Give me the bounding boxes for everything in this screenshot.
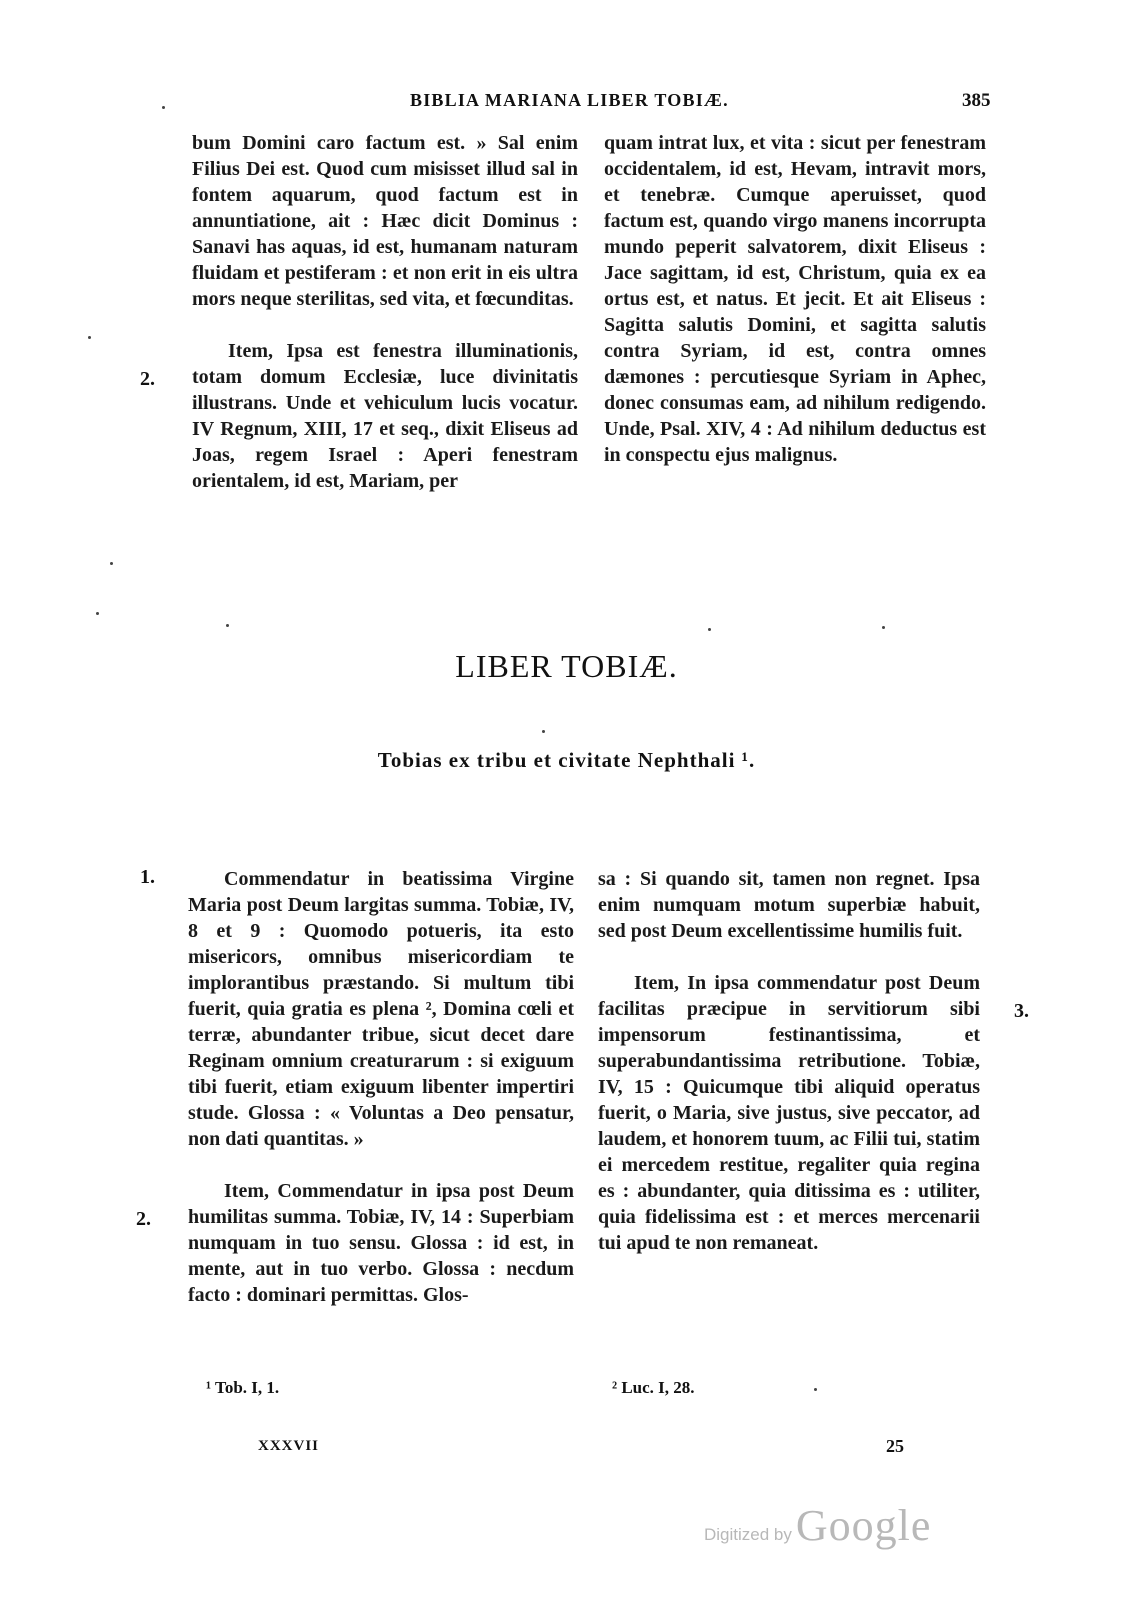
scan-speck	[162, 106, 165, 109]
running-title: BIBLIA MARIANA LIBER TOBIÆ.	[410, 90, 729, 110]
top-left-paragraph-2: Item, Ipsa est fenestra illuminationis, totam domum Ecclesiæ, luce divinitatis illustrans. Unde et vehiculum lucis vocatur. IV Regnum, XIII, 17 et seq., dixit Eliseus ad Joas, regem Israel : Aperi fenestram orientalem, id est, Mariam, per	[192, 340, 578, 492]
scan-speck	[88, 336, 91, 339]
scan-speck	[882, 626, 885, 629]
top-left-paragraph-1: bum Domini caro factum est. » Sal enim Filius Dei est. Quod cum misisset illud sal in fontem aquarum, quod factum est in annuntiatione, ait : Hæc dicit Dominus : Sanavi has aquas, id est, humanam naturam fluidam et pestiferam : et non erit in eis ultra mors neque sterilitas, sed vita, et fœcunditas.	[192, 132, 578, 310]
google-logo: Google	[795, 1501, 932, 1550]
top-left-column	[192, 130, 578, 494]
section-subtitle: Tobias ex tribu et civitate Nephthali ¹.	[377, 748, 756, 772]
page-number: 385	[962, 90, 991, 111]
scan-speck	[226, 624, 229, 627]
scan-speck	[708, 628, 711, 631]
footer-page-number: 25	[886, 1436, 904, 1456]
paragraph-number: 2.	[136, 1208, 151, 1230]
watermark-prefix: Digitized by	[704, 1525, 792, 1544]
bottom-left-paragraph-2: Item, Commendatur in ipsa post Deum humilitas summa. Tobiæ, IV, 14 : Superbiam numquam in tuo sensu. Glossa : id est, in mente, aut in tuo verbo. Glossa : necdum facto : dominari permittas. Glos-	[188, 1180, 574, 1306]
bottom-right-paragraph-1: sa : Si quando sit, tamen non regnet. Ipsa enim numquam motum superbiæ habuit, sed post Deum excellentissime humilis fuit.	[598, 868, 980, 942]
digitized-watermark	[704, 1500, 931, 1551]
paragraph-number: 3.	[1014, 1000, 1029, 1022]
top-right-paragraph-1: quam intrat lux, et vita : sicut per fenestram occidentalem, id est, Hevam, intravit mors, et tenebræ. Cumque aperuisset, quod factum est, quando virgo manens incorrupta mundo peperit salvatorem, dixit Eliseus : Jace sagittam, id est, Christum, quia ex ea ortus est, et natus. Et jecit. Et ait Eliseus : Sagitta salutis Domini, et sagitta salutis contra Syriam, id est, contra omnes dæmones : percutiesque Syriam in Aphec, donec consumas eam, ad nihilum redigendo. Unde, Psal. XIV, 4 : Ad nihilum deductus est in conspectu ejus malignus.	[604, 132, 986, 466]
scan-speck	[96, 612, 99, 615]
bottom-left-column	[188, 866, 574, 1308]
bottom-left-paragraph-1: Commendatur in beatissima Virgine Maria post Deum largitas summa. Tobiæ, IV, 8 et 9 : Quomodo potueris, ita esto misericors, omnibus misericordiam te implorantibus præstando. Si multum tibi fuerit, quia gratia es plena ², Domina cœli et terræ, abundanter tribue, sicut decet dare Reginam omnium creaturarum : si exiguum tibi fuerit, etiam exiguum libenter impertiri stude. Glossa : « Voluntas a Deo pensatur, non dati quantitas. »	[188, 868, 574, 1150]
footnote-left: ¹ Tob. I, 1.	[206, 1378, 280, 1397]
bottom-right-column	[598, 866, 980, 1256]
bottom-right-paragraph-2: Item, In ipsa commendatur post Deum facilitas præcipue in servitiorum sibi impensorum festinantissima, et superabundantissima retributione. Tobiæ, IV, 15 : Quicumque tibi aliquid operatus fuerit, o Maria, sive justus, sive peccator, ad laudem, et honorem tuum, ac Filii tui, statim ei mercedem restitue, regaliter quia regina es : abundanter, quia ditissima es : utiliter, quia fidelissima est : et merces mercenarii tui apud te non remaneat.	[598, 972, 980, 1254]
scan-speck	[110, 562, 113, 565]
signature-mark: XXXVII	[258, 1438, 320, 1454]
footnote-right: ² Luc. I, 28.	[612, 1378, 695, 1397]
top-right-column	[604, 130, 986, 468]
paragraph-number: 2.	[140, 368, 155, 390]
section-title: LIBER TOBIÆ.	[455, 648, 678, 684]
scan-speck	[542, 730, 545, 733]
paragraph-number: 1.	[140, 866, 155, 888]
scan-speck	[814, 1388, 817, 1391]
